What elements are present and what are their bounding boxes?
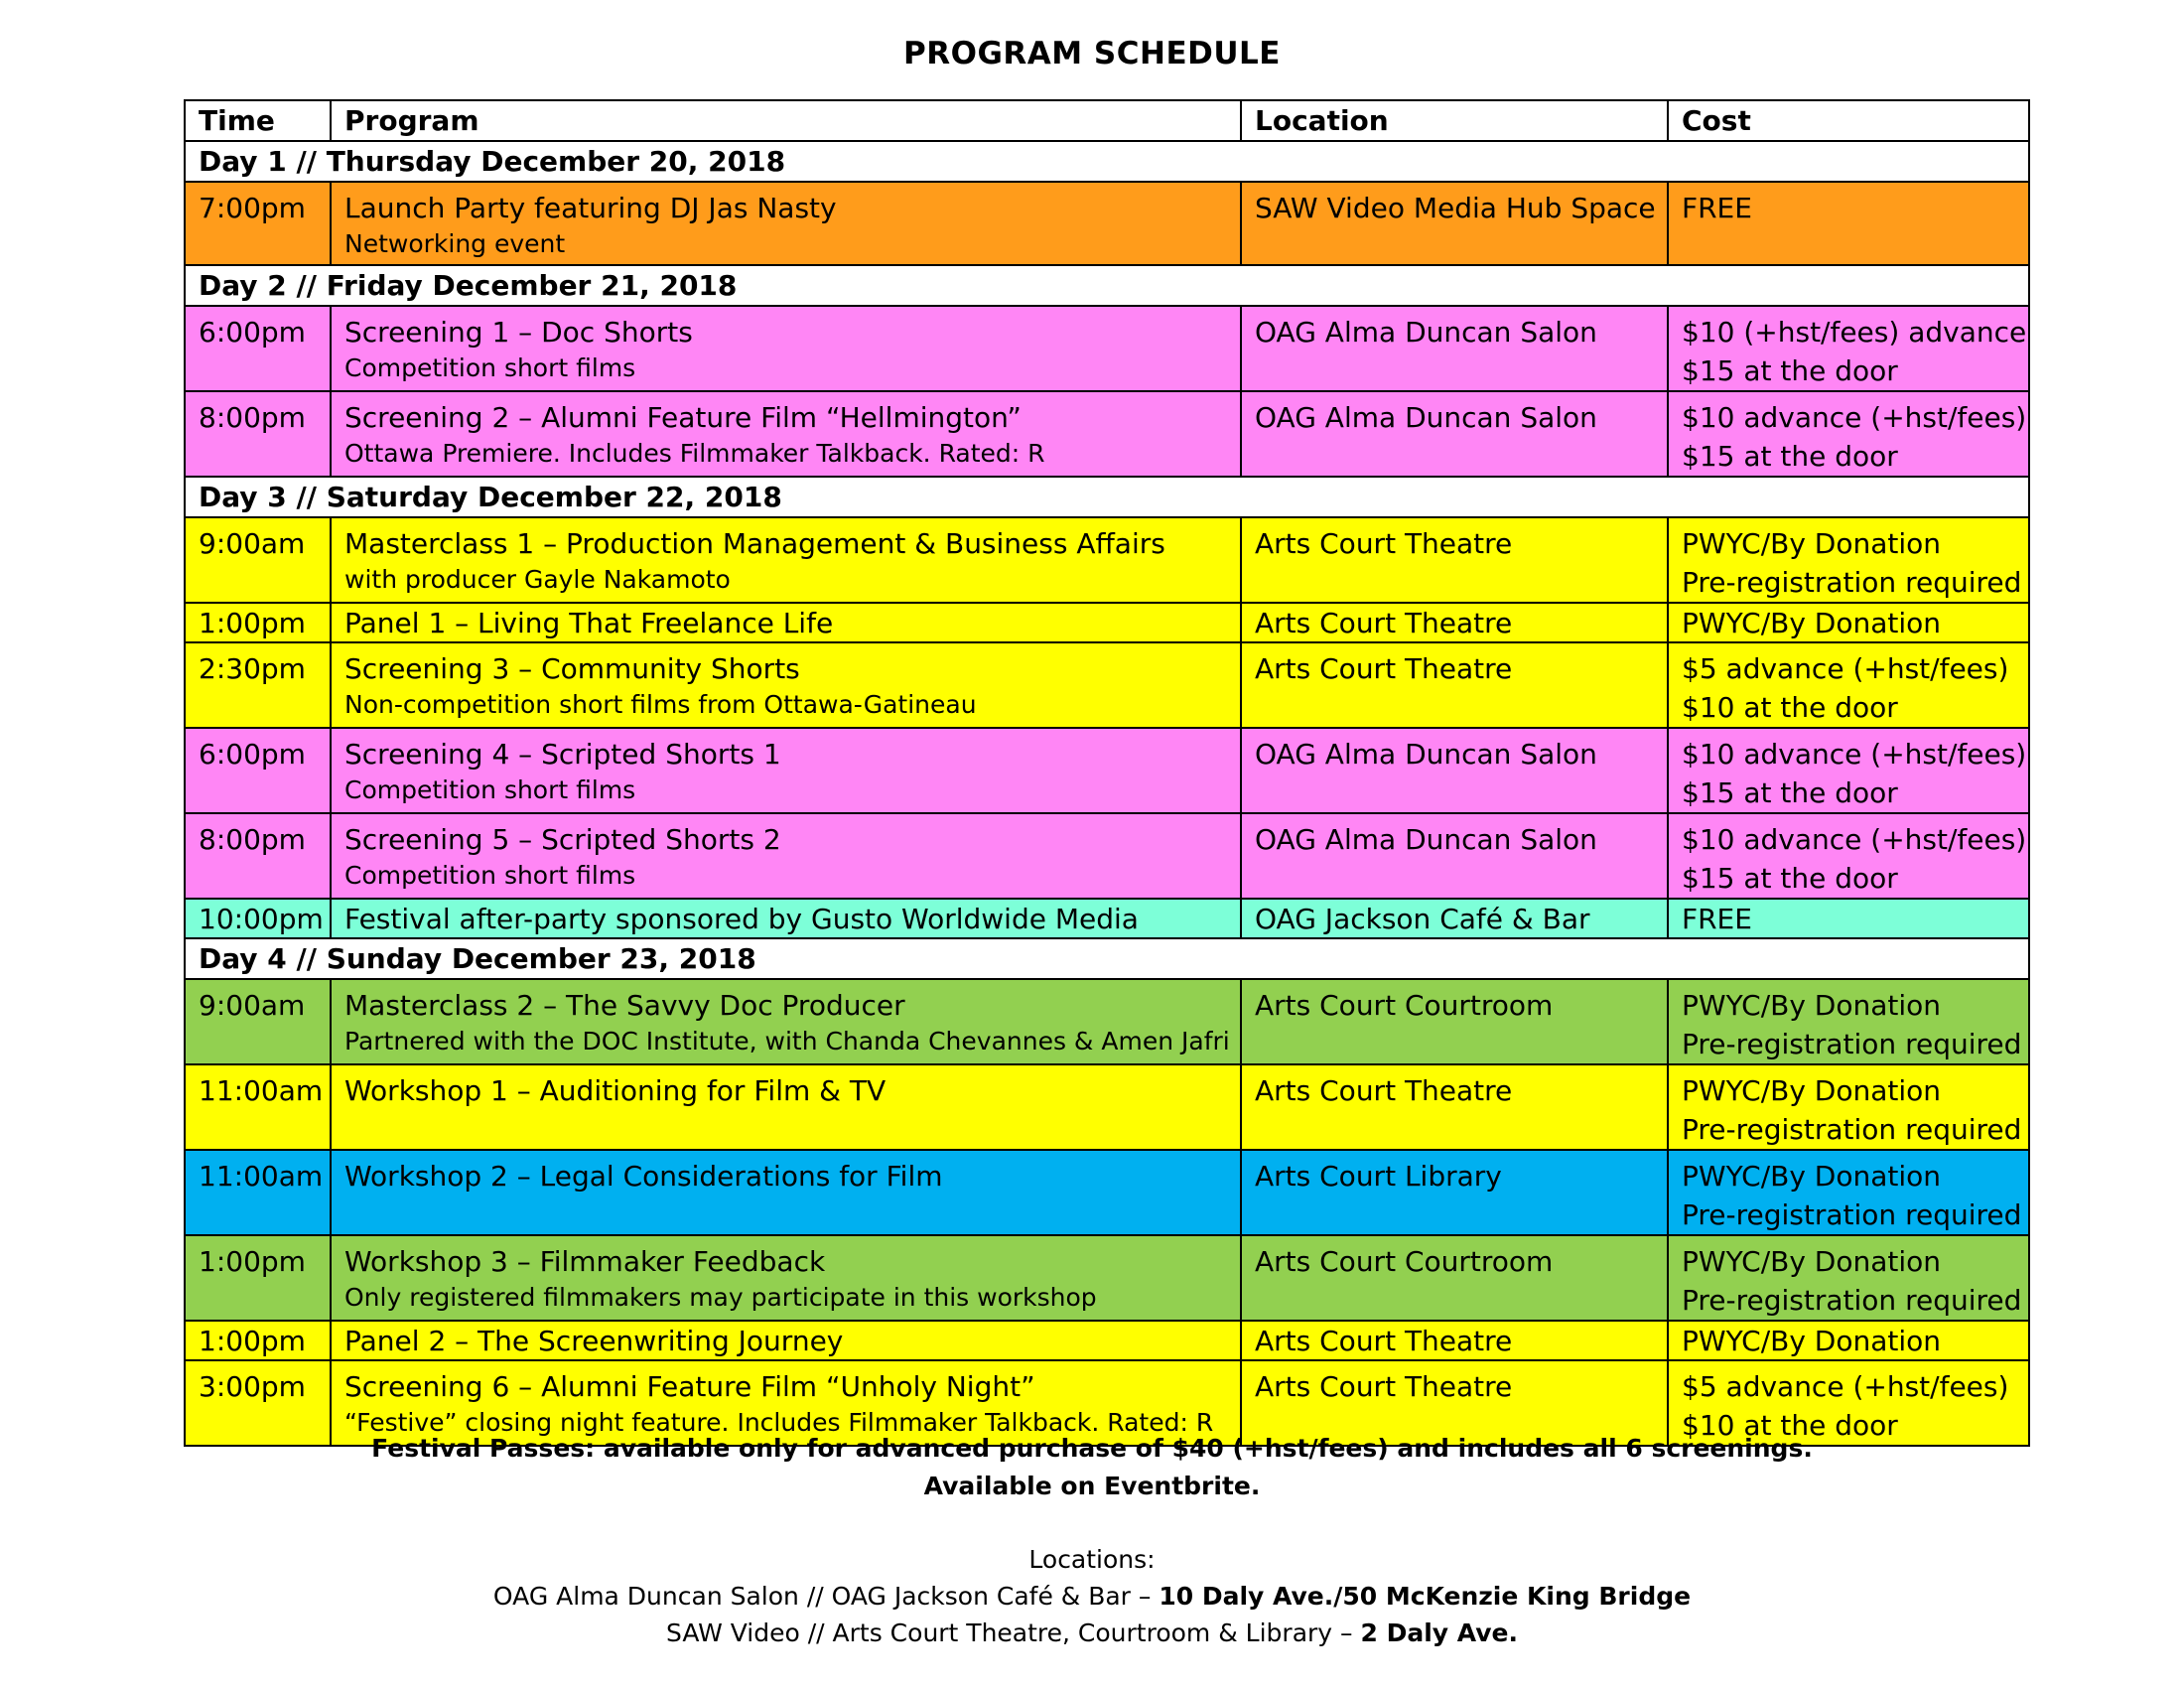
event-cost-cell [1668,642,2029,728]
event-cost: $10 (+hst/fees) advance [1682,316,2027,349]
loc2-address: 2 Daly Ave. [1360,1618,1518,1647]
event-cost-note: Pre-registration required [1682,1028,2022,1060]
event-program: Screening 1 – Doc Shorts [344,316,693,349]
event-program-cell [331,182,1241,265]
event-program: Workshop 2 – Legal Considerations for Film [331,1150,1241,1235]
event-location: Arts Court Theatre [1241,1064,1668,1150]
event-cost: PWYC/By Donation [1682,1160,1942,1193]
event-cost: $10 advance (+hst/fees) [1682,823,2027,856]
event-time: 1:00pm [185,1235,331,1321]
event-cost: $5 advance (+hst/fees) [1682,1370,2009,1403]
event-cost-door: $15 at the door [1682,354,1898,387]
event-cost-note: Pre-registration required [1682,1198,2022,1231]
event-cost: $5 advance (+hst/fees) [1682,652,2009,685]
event-sub: Ottawa Premiere. Includes Filmmaker Talkback. Rated: R [344,439,1045,468]
event-cost: FREE [1668,899,2029,938]
event-location: OAG Alma Duncan Salon [1241,728,1668,813]
event-location: Arts Court Courtroom [1241,979,1668,1064]
event-cost: $10 advance (+hst/fees) [1682,401,2027,434]
event-cost-cell [1668,182,2029,265]
event-cost-note: Pre-registration required [1682,1113,2022,1146]
event-program: Screening 2 – Alumni Feature Film “Hellmington” [344,401,1022,434]
locations-line-2 [0,1615,2184,1651]
eventbrite-note [0,1468,2184,1504]
header-row [185,100,2029,141]
event-cost-door: $10 at the door [1682,1409,1898,1442]
table-row [185,1321,2029,1360]
event-time: 9:00am [185,979,331,1064]
event-location: OAG Alma Duncan Salon [1241,306,1668,391]
event-location: OAG Alma Duncan Salon [1241,391,1668,477]
event-program: Workshop 1 – Auditioning for Film & TV [331,1064,1241,1150]
event-program: Masterclass 1 – Production Management & Business Affairs [344,527,1165,560]
header-program: Program [331,100,1241,141]
event-cost-cell [1668,813,2029,899]
event-location: Arts Court Theatre [1241,603,1668,642]
event-program-cell [331,391,1241,477]
event-time: 6:00pm [185,306,331,391]
header-location: Location [1241,100,1668,141]
event-program: Launch Party featuring DJ Jas Nasty [344,192,837,224]
event-program-cell [331,517,1241,603]
event-cost-door: $15 at the door [1682,440,1898,473]
event-location: OAG Jackson Café & Bar [1241,899,1668,938]
event-cost-cell [1668,979,2029,1064]
day-row [185,265,2029,306]
day-label: Day 2 // Friday December 21, 2018 [185,265,2029,306]
locations-line-1 [0,1578,2184,1615]
header-cost: Cost [1668,100,2029,141]
available-text: Available on Eventbrite. [923,1472,1261,1500]
event-location: SAW Video Media Hub Space [1241,182,1668,265]
event-time: 1:00pm [185,603,331,642]
event-program-cell [331,728,1241,813]
event-sub: Networking event [344,229,566,258]
event-program: Panel 2 – The Screenwriting Journey [331,1321,1241,1360]
event-program-cell [331,979,1241,1064]
event-cost: PWYC/By Donation [1682,989,1942,1022]
event-sub: with producer Gayle Nakamoto [344,565,731,594]
event-sub: Competition short films [344,353,636,382]
event-cost: PWYC/By Donation [1668,1321,2029,1360]
loc1-address: 10 Daly Ave./50 McKenzie King Bridge [1159,1582,1692,1611]
day-label: Day 3 // Saturday December 22, 2018 [185,477,2029,517]
event-program-cell [331,306,1241,391]
event-program: Screening 4 – Scripted Shorts 1 [344,738,781,771]
table-row [185,603,2029,642]
event-program-cell [331,1235,1241,1321]
table-row [185,391,2029,477]
table-row [185,979,2029,1064]
loc1-venues: OAG Alma Duncan Salon // OAG Jackson Café & Bar – [492,1582,1160,1611]
event-sub: Only registered filmmakers may participate in this workshop [344,1283,1097,1312]
event-program: Panel 1 – Living That Freelance Life [331,603,1241,642]
event-location: Arts Court Theatre [1241,1321,1668,1360]
event-cost-cell [1668,517,2029,603]
event-cost-note: Pre-registration required [1682,566,2022,599]
event-sub: Partnered with the DOC Institute, with Chanda Chevannes & Amen Jafri [344,1027,1230,1055]
event-cost-note: Pre-registration required [1682,1284,2022,1317]
event-cost-cell [1668,391,2029,477]
event-location: OAG Alma Duncan Salon [1241,813,1668,899]
event-sub: Non-competition short films from Ottawa-Gatineau [344,690,977,719]
event-cost-cell [1668,1064,2029,1150]
event-time: 8:00pm [185,813,331,899]
day-label: Day 4 // Sunday December 23, 2018 [185,938,2029,979]
day-row [185,938,2029,979]
table-row [185,642,2029,728]
event-program: Screening 5 – Scripted Shorts 2 [344,823,781,856]
event-program: Festival after-party sponsored by Gusto Worldwide Media [331,899,1241,938]
event-cost: PWYC/By Donation [1682,527,1942,560]
event-location: Arts Court Theatre [1241,517,1668,603]
event-program-cell [331,642,1241,728]
event-sub: Competition short films [344,775,636,804]
table-row [185,182,2029,265]
event-time: 6:00pm [185,728,331,813]
table-row [185,1064,2029,1150]
event-time: 8:00pm [185,391,331,477]
event-cost: PWYC/By Donation [1682,1245,1942,1278]
event-time: 11:00am [185,1150,331,1235]
table-row [185,517,2029,603]
page-title: PROGRAM SCHEDULE [903,36,1281,71]
event-cost-door: $15 at the door [1682,776,1898,809]
festival-passes-note [0,1430,2184,1467]
event-cost: PWYC/By Donation [1668,603,2029,642]
table-row [185,728,2029,813]
event-cost: PWYC/By Donation [1682,1074,1942,1107]
event-cost-cell [1668,1235,2029,1321]
header-time: Time [185,100,331,141]
event-program: Screening 6 – Alumni Feature Film “Unholy Night” [344,1370,1035,1403]
table-row [185,306,2029,391]
passes-text: : available only for advanced purchase of $40 (+hst/fees) and includes all 6 screenings. [585,1434,1813,1463]
event-program: Workshop 3 – Filmmaker Feedback [344,1245,826,1278]
event-sub: “Festive” closing night feature. Includes Filmmaker Talkback. Rated: R [344,1408,1214,1437]
event-cost-cell [1668,728,2029,813]
event-time: 1:00pm [185,1321,331,1360]
event-time: 3:00pm [185,1360,331,1446]
schedule-table [184,99,2030,1447]
day-row [185,477,2029,517]
table-row [185,1150,2029,1235]
event-program: Screening 3 – Community Shorts [344,652,800,685]
event-program-cell [331,813,1241,899]
loc2-venues: SAW Video // Arts Court Theatre, Courtroom & Library – [666,1618,1361,1647]
event-time: 10:00pm [185,899,331,938]
event-location: Arts Court Library [1241,1150,1668,1235]
event-time: 11:00am [185,1064,331,1150]
passes-label: Festival Passes [371,1434,586,1463]
event-sub: Competition short films [344,861,636,890]
locations-label: Locations: [1028,1545,1156,1574]
event-cost: FREE [1682,192,1752,224]
event-location: Arts Court Theatre [1241,642,1668,728]
event-time: 9:00am [185,517,331,603]
event-cost: $10 advance (+hst/fees) [1682,738,2027,771]
event-time: 7:00pm [185,182,331,265]
event-location: Arts Court Courtroom [1241,1235,1668,1321]
event-location: Arts Court Theatre [1241,1360,1668,1446]
day-row [185,141,2029,182]
event-cost-cell [1668,306,2029,391]
event-cost-cell [1668,1150,2029,1235]
table-row [185,1235,2029,1321]
day-label: Day 1 // Thursday December 20, 2018 [185,141,2029,182]
event-cost-door: $10 at the door [1682,691,1898,724]
event-time: 2:30pm [185,642,331,728]
table-row [185,899,2029,938]
event-cost-door: $15 at the door [1682,862,1898,895]
table-row [185,813,2029,899]
event-program: Masterclass 2 – The Savvy Doc Producer [344,989,905,1022]
